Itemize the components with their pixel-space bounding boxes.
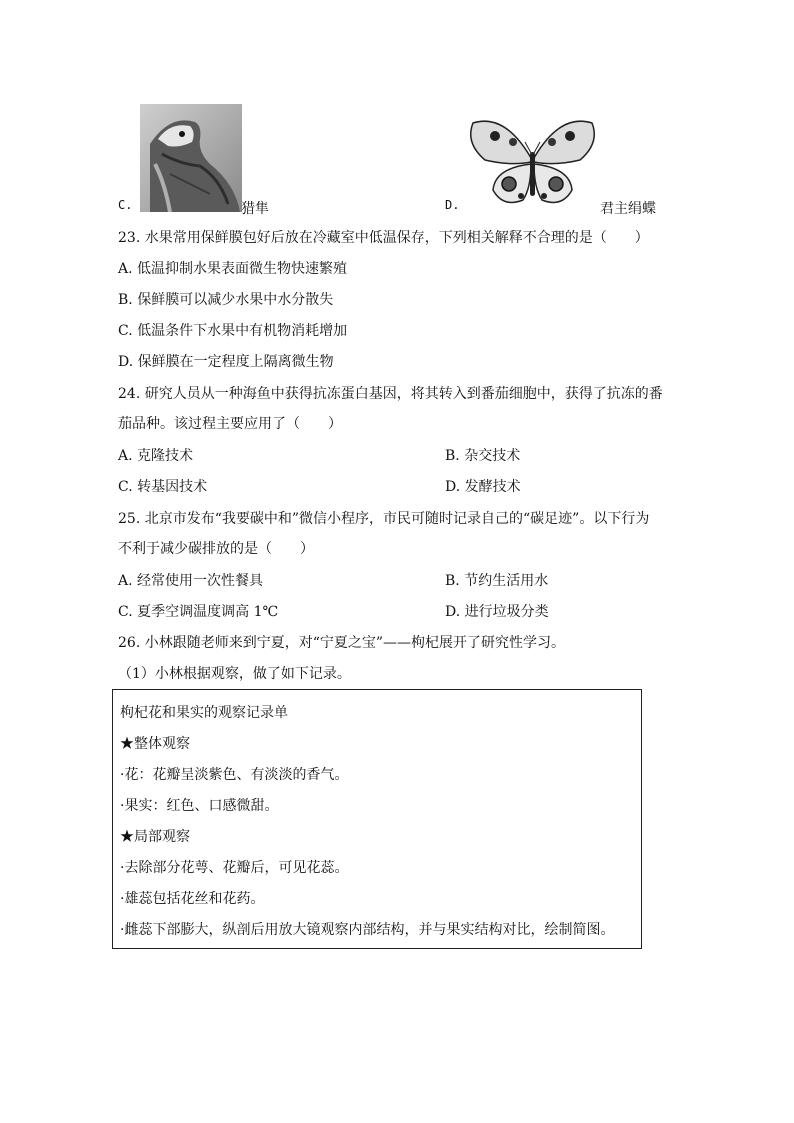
- observation-record-box: [112, 689, 642, 949]
- option-c-letter: C.: [118, 198, 133, 212]
- butterfly-photo-icon: [465, 118, 600, 208]
- q23-option-a: A. 低温抑制水果表面微生物快速繁殖: [118, 261, 348, 277]
- q24-option-d: D. 发酵技术: [445, 479, 521, 495]
- option-c-caption: 猎隼: [241, 201, 269, 217]
- q25-stem-line1: 25. 北京市发布“我要碳中和”微信小程序，市民可随时记录自己的“碳足迹”。以下行为: [118, 511, 650, 527]
- record-item-stamen-parts: ·雄蕊包括花丝和花药。: [120, 891, 265, 907]
- q26-subquestion-1: （1）小林根据观察，做了如下记录。: [118, 666, 351, 682]
- q24-stem-line2: 茄品种。该过程主要应用了（ ）: [118, 416, 342, 432]
- falcon-photo-icon: [140, 104, 242, 212]
- q23-stem: 23. 水果常用保鲜膜包好后放在冷藏室中低温保存，下列相关解释不合理的是（ ）: [118, 230, 649, 246]
- record-item-pistil: ·雌蕊下部膨大，纵剖后用放大镜观察内部结构，并与果实结构对比，绘制简图。: [120, 922, 615, 938]
- record-section-overall: ★整体观察: [120, 736, 190, 752]
- record-item-fruit: ·果实：红色、口感微甜。: [120, 798, 279, 814]
- record-item-flower: ·花：花瓣呈淡紫色、有淡淡的香气。: [120, 767, 349, 783]
- q24-stem-line1: 24. 研究人员从一种海鱼中获得抗冻蛋白基因，将其转入到番茄细胞中，获得了抗冻的番: [118, 386, 663, 402]
- q25-option-a: A. 经常使用一次性餐具: [118, 573, 264, 589]
- record-section-local: ★局部观察: [120, 829, 190, 845]
- option-d-caption: 君主绢蝶: [600, 201, 656, 217]
- q24-option-a: A. 克隆技术: [118, 448, 194, 464]
- record-item-stamen-visible: ·去除部分花萼、花瓣后，可见花蕊。: [120, 860, 349, 876]
- q24-option-c: C. 转基因技术: [118, 479, 208, 495]
- option-d-letter: D.: [445, 198, 460, 212]
- q23-option-c: C. 低温条件下水果中有机物消耗增加: [118, 323, 348, 339]
- q25-stem-line2: 不利于减少碳排放的是（ ）: [118, 541, 314, 557]
- q24-option-b: B. 杂交技术: [445, 448, 521, 464]
- record-title: 枸杞花和果实的观察记录单: [120, 705, 288, 721]
- q25-option-d: D. 进行垃圾分类: [445, 604, 549, 620]
- q26-stem: 26. 小林跟随老师来到宁夏，对“宁夏之宝”——枸杞展开了研究性学习。: [118, 635, 566, 651]
- q25-option-c: C. 夏季空调温度调高 1℃: [118, 604, 279, 620]
- q23-option-b: B. 保鲜膜可以减少水果中水分散失: [118, 292, 334, 308]
- q25-option-b: B. 节约生活用水: [445, 573, 549, 589]
- q23-option-d: D. 保鲜膜在一定程度上隔离微生物: [118, 354, 334, 370]
